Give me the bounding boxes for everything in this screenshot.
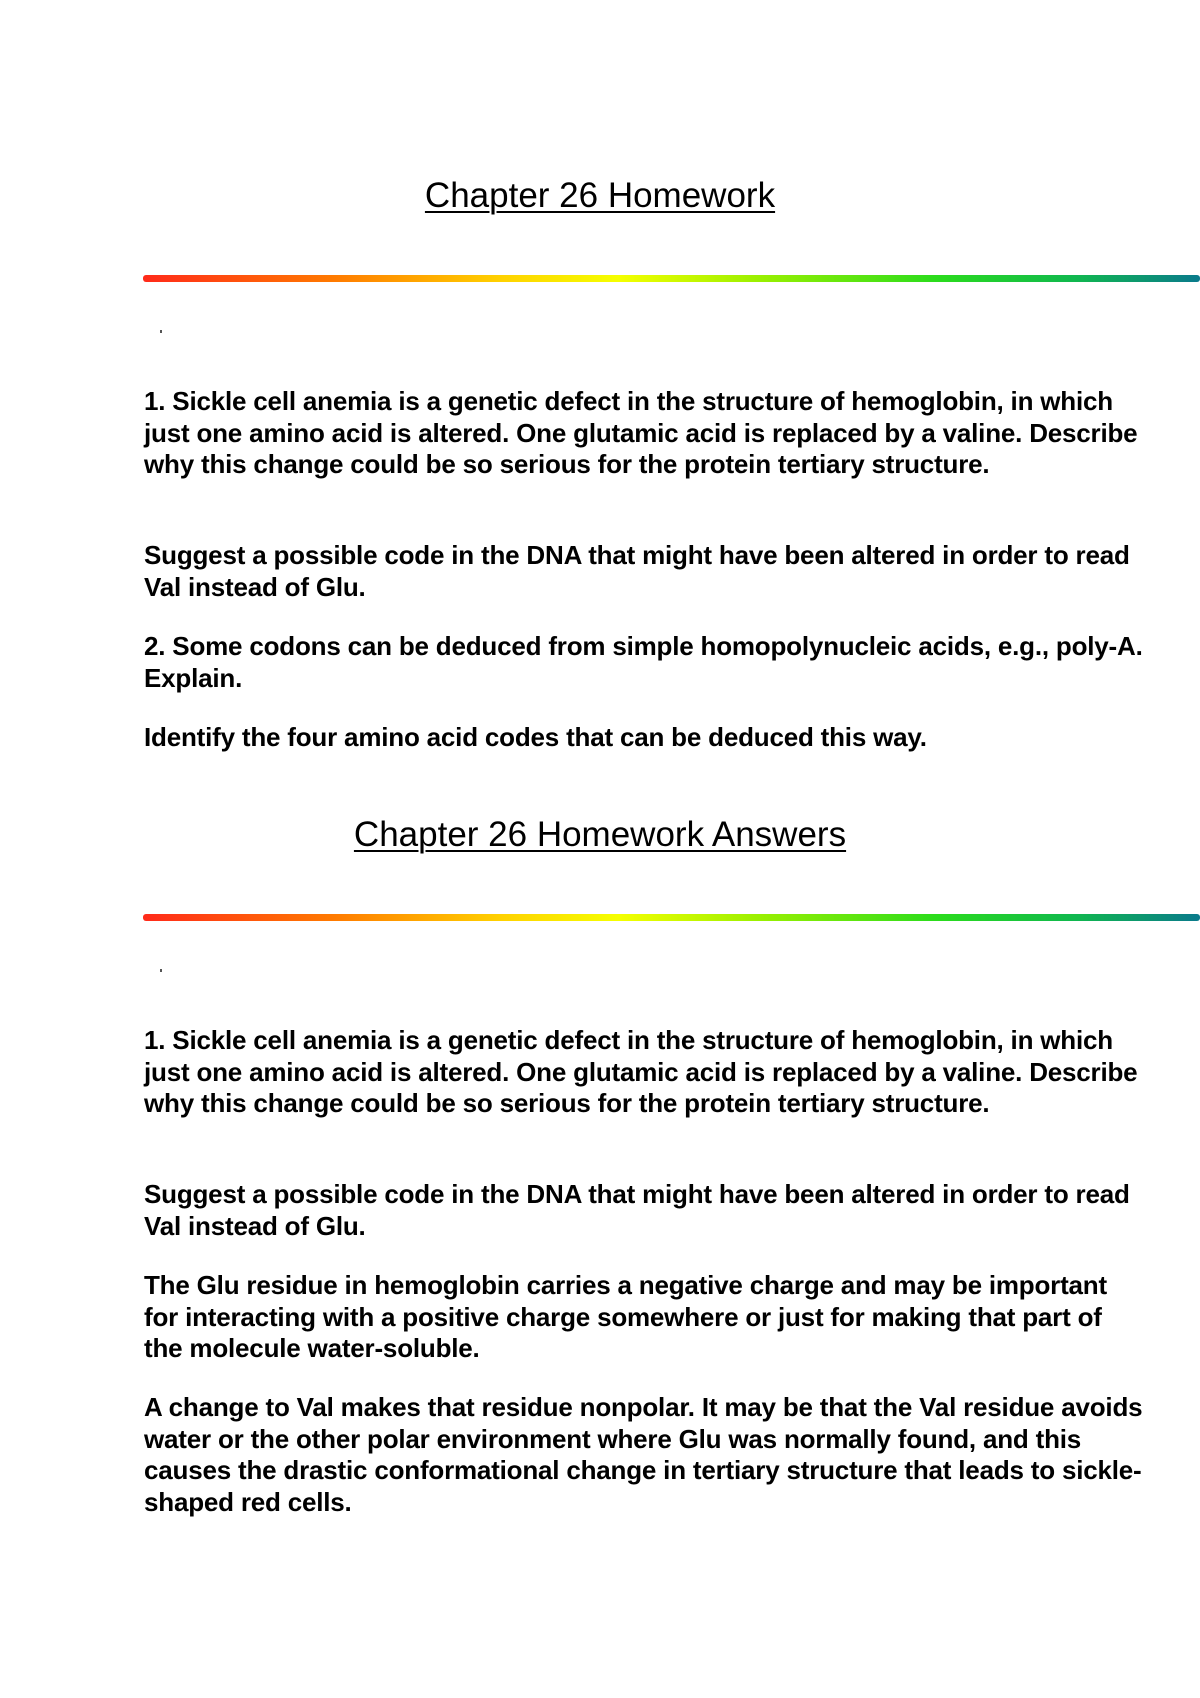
answers-title: Chapter 26 Homework Answers	[353, 815, 847, 854]
bullet-mark	[160, 330, 162, 333]
question-2-followup-text: Identify the four amino acid codes that can be deduced this way.	[144, 722, 927, 752]
question-1-followup-text: Suggest a possible code in the DNA that might have been altered in order to read Val instead of Glu.	[144, 540, 1130, 602]
answer-question-1-followup-text: Suggest a possible code in the DNA that might have been altered in order to read Val instead of Glu.	[144, 1179, 1130, 1241]
question-2-text: 2. Some codons can be deduced from simple homopolynucleic acids, e.g., poly-A. Explain.	[144, 631, 1143, 693]
bullet-mark	[160, 969, 162, 972]
rainbow-divider	[143, 275, 1200, 282]
question-1-text: 1. Sickle cell anemia is a genetic defect in the structure of hemoglobin, in which just one amino acid is altered. One glutamic acid is replaced by a valine. Describe why this change could be so serious for the protein tertiary structure.	[144, 386, 1138, 479]
rainbow-divider	[143, 914, 1200, 921]
homework-title: Chapter 26 Homework	[424, 176, 776, 215]
answer-question-1-text: 1. Sickle cell anemia is a genetic defect in the structure of hemoglobin, in which just one amino acid is altered. One glutamic acid is replaced by a valine. Describe why this change could be so serious for the protein tertiary structure.	[144, 1025, 1138, 1118]
answer-paragraph-2: A change to Val makes that residue nonpolar. It may be that the Val residue avoids water or the other polar environment where Glu was normally found, and this causes the drastic conformational change in tertiary structure that leads to sickle-shaped red cells.	[144, 1392, 1143, 1517]
answer-paragraph-1: The Glu residue in hemoglobin carries a negative charge and may be important for interacting with a positive charge somewhere or just for making that part of the molecule water-soluble.	[144, 1270, 1107, 1363]
